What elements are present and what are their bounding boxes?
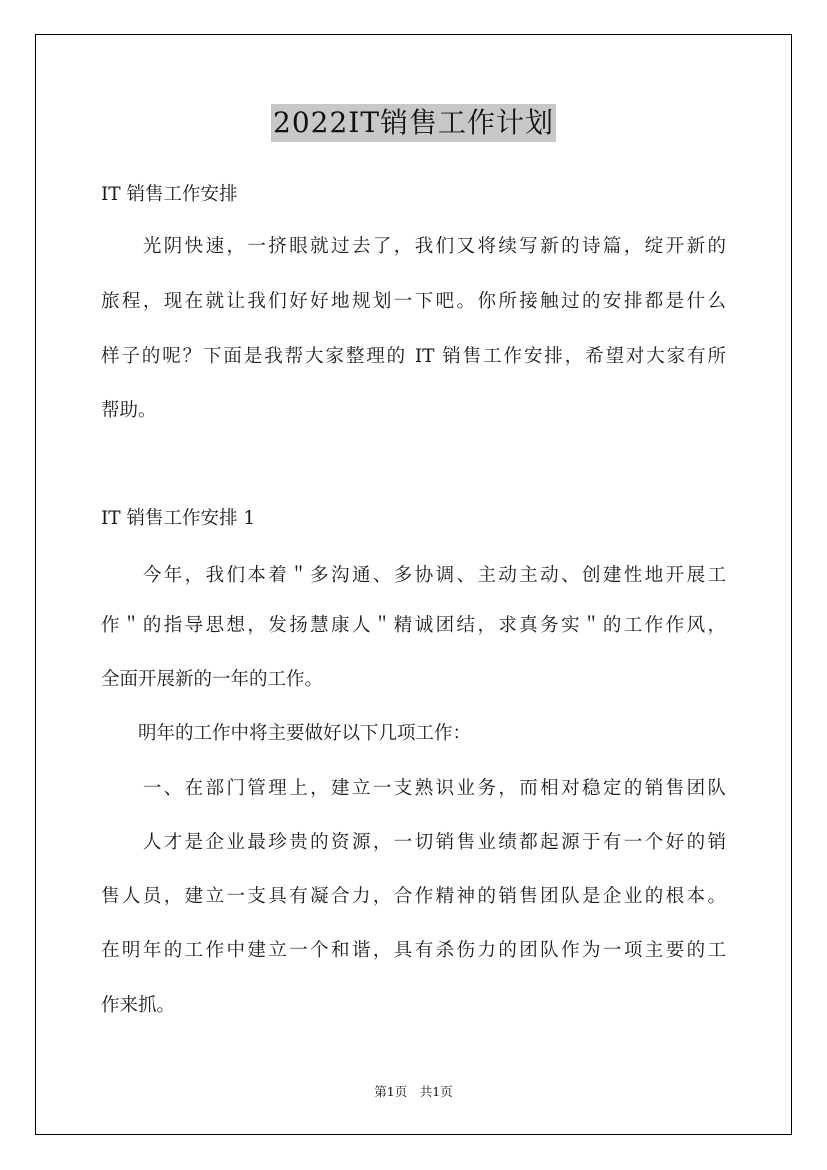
paragraph-line: 帮助。 [101,400,157,421]
document-title: 2022IT销售工作计划 [271,104,556,142]
paragraph-line: 作来抓。 [101,995,176,1016]
paragraph-line: 样子的呢？下面是我帮大家整理的 IT 销售工作安排，希望对大家有所 [101,346,726,367]
paragraph-line: 作＂的指导思想，发扬慧康人＂精诚团结，求真务实＂的工作作风， [101,615,726,636]
paragraph-line: 一、在部门管理上，建立一支熟识业务，而相对稳定的销售团队 [101,778,726,799]
page-number-footer: 第1页 共1页 [374,1084,453,1099]
paragraph-line: 今年，我们本着＂多沟通、多协调、主动主动、创建性地开展工 [101,565,726,586]
section-heading: IT 销售工作安排 1 [101,508,256,529]
paragraph-line: 人才是企业最珍贵的资源，一切销售业绩都起源于有一个好的销 [101,832,726,853]
paragraph-line: 明年的工作中将主要做好以下几项工作： [101,723,472,744]
paragraph-line: 光阴快速，一挤眼就过去了，我们又将续写新的诗篇，绽开新的 [101,236,726,257]
paragraph-line: 旅程，现在就让我们好好地规划一下吧。你所接触过的安排都是什么 [101,291,726,312]
section-heading: IT 销售工作安排 [101,184,238,205]
paragraph-line: 售人员，建立一支具有凝合力，合作精神的销售团队是企业的根本。 [101,886,726,907]
paragraph-line: 在明年的工作中建立一个和谐，具有杀伤力的团队作为一项主要的工 [101,940,726,961]
title-container [0,104,827,142]
paragraph-line: 全面开展新的一年的工作。 [101,669,324,690]
